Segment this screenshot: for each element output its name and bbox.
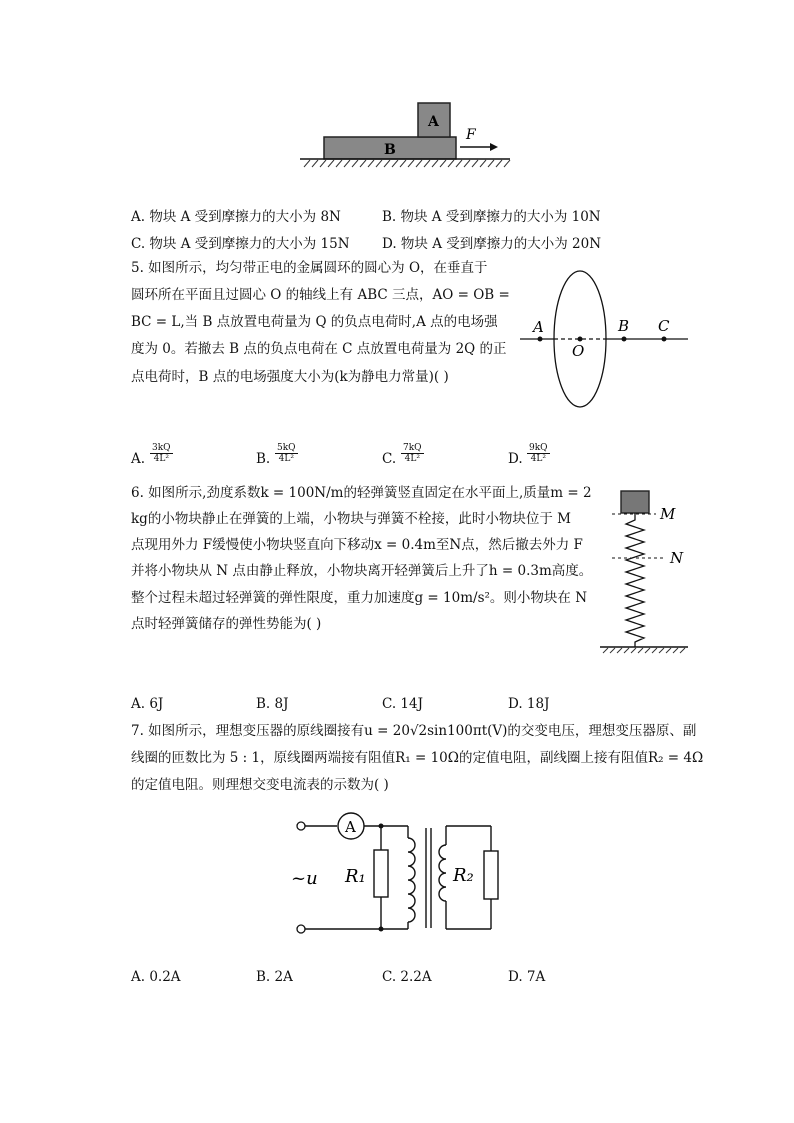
q6-line-3: 点现用外力 F缓慢使小物块竖直向下移动x = 0.4m至N点，然后撤去外力 F <box>131 537 583 553</box>
terminal-top <box>297 822 305 830</box>
block-a-label: A <box>428 114 439 130</box>
junction-top <box>379 824 384 829</box>
q4-option-d: D. 物块 A 受到摩擦力的大小为 20N <box>382 236 602 252</box>
q5-option-d-numerator: 9kQ <box>529 443 548 453</box>
label-o: O <box>572 342 585 360</box>
q5-option-c-letter: C. <box>382 451 397 467</box>
source-label: ~u <box>291 868 318 889</box>
q6-line-4: 并将小物块从 N 点由静止释放，小物块离开轻弹簧后上升了h = 0.3m高度。 <box>131 563 593 579</box>
q6-option-b: B. 8J <box>256 696 289 712</box>
q7-line-3: 的定值电阻。则理想交变电流表的示数为( ) <box>131 777 389 793</box>
q5-option-b-numerator: 5kQ <box>277 443 296 453</box>
label-n: N <box>670 549 684 567</box>
q5-line-3: BC = L,当 B 点放置电荷量为 Q 的负点电荷时,A 点的电场强 <box>131 314 498 330</box>
secondary-coil <box>439 845 446 901</box>
q5-option-c-denominator: 4L² <box>404 454 420 464</box>
q4-option-a: A. 物块 A 受到摩擦力的大小为 8N <box>131 209 341 225</box>
q5-option-c-numerator: 7kQ <box>403 443 422 453</box>
q5-option-d-letter: D. <box>508 451 523 467</box>
q5-line-4: 度为 0。若撤去 B 点的负点电荷在 C 点放置电荷量为 2Q 的正 <box>131 341 507 357</box>
label-m: M <box>660 505 676 523</box>
q6-line-6: 点时轻弹簧储存的弹性势能为( ) <box>131 616 322 632</box>
q6-option-a: A. 6J <box>131 696 164 712</box>
q7-option-d: D. 7A <box>508 969 546 985</box>
resistor-r1 <box>374 850 388 897</box>
q6-option-c: C. 14J <box>382 696 424 712</box>
label-a: A <box>533 318 544 336</box>
terminal-bottom <box>297 925 305 933</box>
junction-bottom <box>379 927 384 932</box>
q5-option-b-denominator: 4L² <box>278 454 294 464</box>
q5-line-2: 圆环所在平面且过圆心 O 的轴线上有 ABC 三点，AO = OB = <box>131 287 510 303</box>
q5-option-a-numerator: 3kQ <box>152 443 171 453</box>
q4-option-c: C. 物块 A 受到摩擦力的大小为 15N <box>131 236 350 252</box>
resistor-r2 <box>484 851 498 899</box>
ammeter-label: A <box>345 818 356 836</box>
q7-option-c: C. 2.2A <box>382 969 432 985</box>
q4-option-b: B. 物块 A 受到摩擦力的大小为 10N <box>382 209 601 225</box>
q5-option-b-letter: B. <box>256 451 271 467</box>
q5-option-a-denominator: 4L² <box>153 454 169 464</box>
r1-label: R₁ <box>345 866 366 887</box>
q7-option-b: B. 2A <box>256 969 293 985</box>
q6-line-2: kg的小物块静止在弹簧的上端，小物块与弹簧不栓接，此时小物块位于 M <box>131 511 571 527</box>
force-label: F <box>466 127 476 143</box>
q6-option-d: D. 18J <box>508 696 550 712</box>
q5-line-5: 点电荷时，B 点的电场强度大小为(k为静电力常量)( ) <box>131 369 449 385</box>
primary-coil <box>408 838 415 922</box>
q6-line-1: 6. 如图所示,劲度系数k = 100N/m的轻弹簧竖直固定在水平面上,质量m = 2 <box>131 485 592 501</box>
q5-option-d-denominator: 4L² <box>530 454 546 464</box>
block-b-label: B <box>384 142 396 158</box>
r2-label: R₂ <box>453 865 474 886</box>
q7-line-2: 线圈的匝数比为 5 : 1，原线圈两端接有阻值R₁ = 10Ω的定值电阻，副线圈上接有阻值R₂ = 4Ω <box>131 750 704 766</box>
label-b: B <box>618 317 630 335</box>
q6-line-5: 整个过程未超过轻弹簧的弹性限度，重力加速度g = 10m/s²。则小物块在 N <box>131 590 588 606</box>
q5-option-a-letter: A. <box>131 451 146 467</box>
q7-option-a: A. 0.2A <box>131 969 181 985</box>
q5-line-1: 5. 如图所示，均匀带正电的金属圆环的圆心为 O，在垂直于 <box>131 260 488 276</box>
label-c: C <box>658 317 670 335</box>
q7-line-1: 7. 如图所示，理想变压器的原线圈接有u = 20√2sin100πt(V)的交变电压，理想变压器原、副 <box>131 723 697 739</box>
